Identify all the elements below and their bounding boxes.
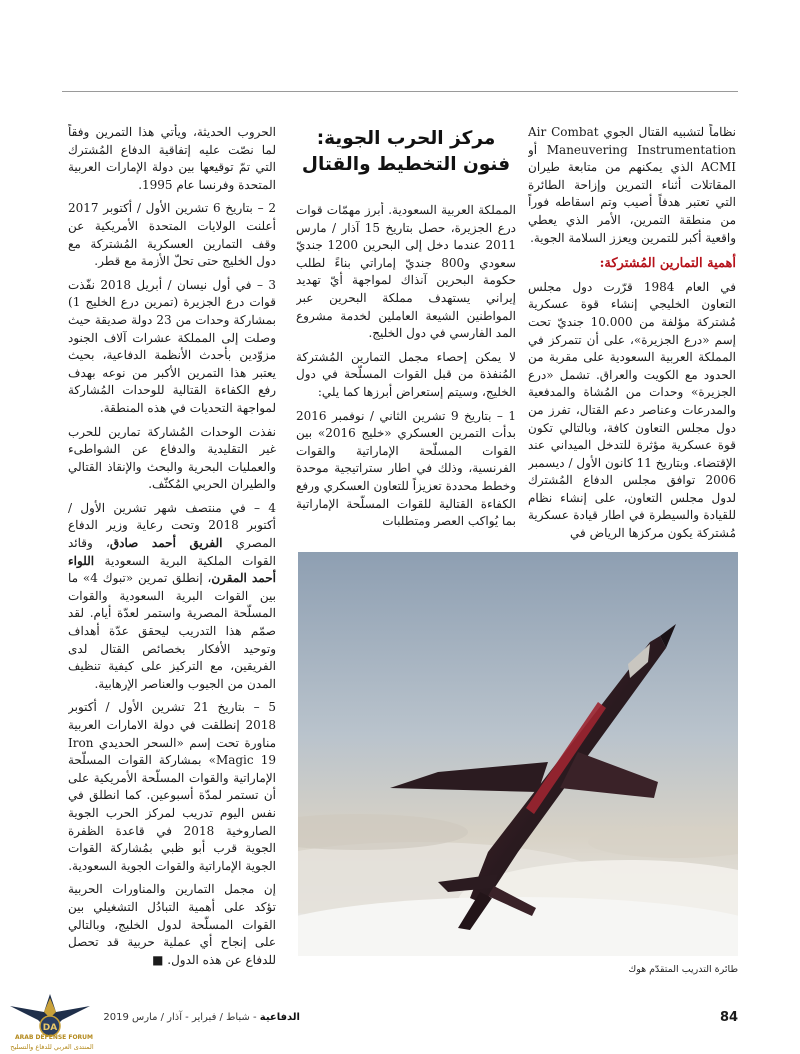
issue-date: - شباط / فبراير - آذار / مارس 2019 <box>103 1012 260 1023</box>
paragraph: نفذت الوحدات المُشاركة تمارين للحرب غير التقليدية والدفاع عن الشواطىء والعمليات البحرية والبحث والإنقاذ القتالي والطيران الحربي المُكثّف. <box>68 424 276 492</box>
top-rule <box>62 91 738 92</box>
logo-initials: DA <box>42 1023 58 1033</box>
text-run: ، إنطلق تمرين «تبوك 4» ما بين القوات البرية السعودية والقوات المسلّحة المصرية واستمر لعدّة أيام. لقد صمّم هذا التدريب ليحقق عدّة أهداف وتوحيد الأفكار بخصائص القتال لدى الفريقين، مع التركيز على كيفية تنظيف المدن من الجيوب والعناصر الإرهابية. <box>68 571 276 691</box>
magazine-name: الدفاعية <box>259 1012 300 1023</box>
paragraph: 1 – بتاريخ 9 تشرين الثاني / نوفمبر 2016 بدأت التمرين العسكري «خليج 2016» بين القوات المسلّحة الإماراتية والقوات الفرنسية، وذلك في اطار ستراتيجية موحدة وخطط محددة تعزيزاً للتعاون العسكري ورفع الكفاءة القتالية للقوات المسلّحة الإماراتية بما يُواكب العصر ومتطلبات <box>296 408 516 529</box>
text-run: 4 – في منتصف شهر تشرين الأول / أكتوبر 2018 وتحت رعاية وزير الدفاع المصري <box>68 500 276 551</box>
article-title-line2: فنون التخطيط والقتال <box>301 154 511 175</box>
text-run: ، وقائد القوات الملكية البرية السعودية <box>68 536 276 568</box>
paragraph: في العام 1984 قرّرت دول مجلس التعاون الخليجي إنشاء قوة عسكرية مُشتركة مؤلفة من 10.000 جنديّ تحت إسم «درع الجزيرة»، على أن تتمركز في المملكة العربية السعودية على مقربة من الحدود مع الكويت والعراق. تشمل «درع الجزيرة» وحدات من المُشاة والمدفعية والمدرعات وعناصر دعم القتال، تفرز من دول مجلس التعاون كافة، وبالتالي تكون قوة عسكرية مؤثرة للتدخل الميداني عند الإقتضاء. وبتاريخ 11 كانون الأول / ديسمبر 2006 توافق مجلس الدفاع المُشترك لدول مجلس التعاون، على إنشاء نظام للقيادة والسيطرة في اطار قيادة عسكرية مُشتركة يكون مركزها الرياض في <box>528 279 736 541</box>
paragraph: المملكة العربية السعودية. أبرز مهمّات قوات درع الجزيرة، حصل بتاريخ 15 آذار / مارس 2011 عندما دخل إلى البحرين 1200 جنديّ سعودي و800 جنديّ إماراتي بناءً لطلب حكومة البحرين آنذاك لمواجهة أيّ تهديد إيراني يستهدف مملكة البحرين عبر المواطنين الشيعة العاملين لخدمة مشروع المد الفارسي في دول الخليج. <box>296 203 516 341</box>
text-run: إن مجمل التمارين والمناورات الحربية تؤكد على أهمية التبادُل التشغيلي بين القوات المسلّحة لدول الخليج، وبالتالي على إنجاح أي عملية حربية قد تحصل للدفاع عن هذه الدول. <box>68 882 276 967</box>
hawk-jet-illustration <box>298 552 738 956</box>
paragraph: لا يمكن إحصاء مجمل التمارين المُشتركة المُنفذة من قبل القوات المسلّحة في دول الخليج، وسيتم إستعراض أبرزها كما يلي: <box>296 349 516 399</box>
page-number: 84 <box>720 1010 739 1025</box>
paragraph <box>68 881 276 969</box>
article-title <box>296 126 516 178</box>
paragraph <box>68 500 276 694</box>
paragraph: 2 – بتاريخ 6 تشرين الأول / أكتوبر 2017 أعلنت الولايات المتحدة الأمريكية عن وقف التمارين العسكرية المُشتركة مع دول الخليج حتى تحلّ الأزمة مع قطر. <box>68 201 276 269</box>
article-column-left <box>68 124 276 994</box>
paragraph: 3 – في أول نيسان / أبريل 2018 نفّذت قوات درع الجزيرة (تمرين درع الخليج 1) بمشاركة وحدات من 23 دولة صديقة حيث وصلت إلى المملكة عشرات آلاف الجنود مزوّدين بأحدث الأنظمة الدفاعية، بحيث يعتبر هذا التمرين الأكبر من نوعه بهدف رفع الكفاءة القتالية للوحدات المُشاركة لمواجهة التحديات في هذه المنطقة. <box>68 277 276 415</box>
footer-issue <box>70 1012 300 1023</box>
paragraph: 5 – بتاريخ 21 تشرين الأول / أكتوبر 2018 إنطلقت في دولة الامارات العربية مناورة تحت إسم «السحر الحديدي Iron Magic 19» بمشاركة القوات المسلّحة الإماراتية والقوات المسلّحة الأمريكية على أن تستمر لمدّة أسبوعين. كما انطلق في نفس اليوم تدريب لمركز الحرب الجوية الصاروخية 2018 في قاعدة الظفرة الجوية قرب أبو ظبي بمُشاركة القوات الجوية الإماراتية والقوات الجوية السعودية. <box>68 700 276 873</box>
paragraph: الحروب الحديثة، ويأتي هذا التمرين وفقاً لما نصّت عليه إتفاقية الدفاع المُشترك التي تمّ توقيعها بين دولة الإمارات العربية المتحدة وفرنسا عام 1995. <box>68 125 276 192</box>
article-column-right <box>528 124 736 548</box>
aircraft-photo <box>298 552 738 956</box>
section-subheading: أهمية التمارين المُشتركة: <box>599 256 736 272</box>
end-mark-icon: ■ <box>152 952 164 967</box>
photo-caption: طائرة التدريب المتقدّم هوك <box>628 964 738 975</box>
person-name: اللواء أحمد المقرن <box>68 553 276 586</box>
article-title-line1: مركز الحرب الجوية: <box>316 128 496 149</box>
person-name: الفريق أحمد صادق <box>109 536 223 551</box>
watermark-text: ARAB DEFENSE FORUM <box>14 1034 94 1041</box>
paragraph: نظاماً لتشبيه القتال الجوي Air Combat Maneuvering Instrumentation أو ACMI الذي يمكنهم من متابعة طيران المقاتلات أثناء التمرين وإزاحة الطائرة التي تعتبر هدفاً أصيب وتم اسقاطه فوراً من منطقة التمرين، الأمر الذي يعطي واقعية أكبر للتمرين ويعزز السلامة الجوية. <box>528 125 736 245</box>
watermark-subtext: المنتدى العربي للدفاع والتسليح <box>10 1043 94 1051</box>
article-column-middle <box>296 202 516 548</box>
